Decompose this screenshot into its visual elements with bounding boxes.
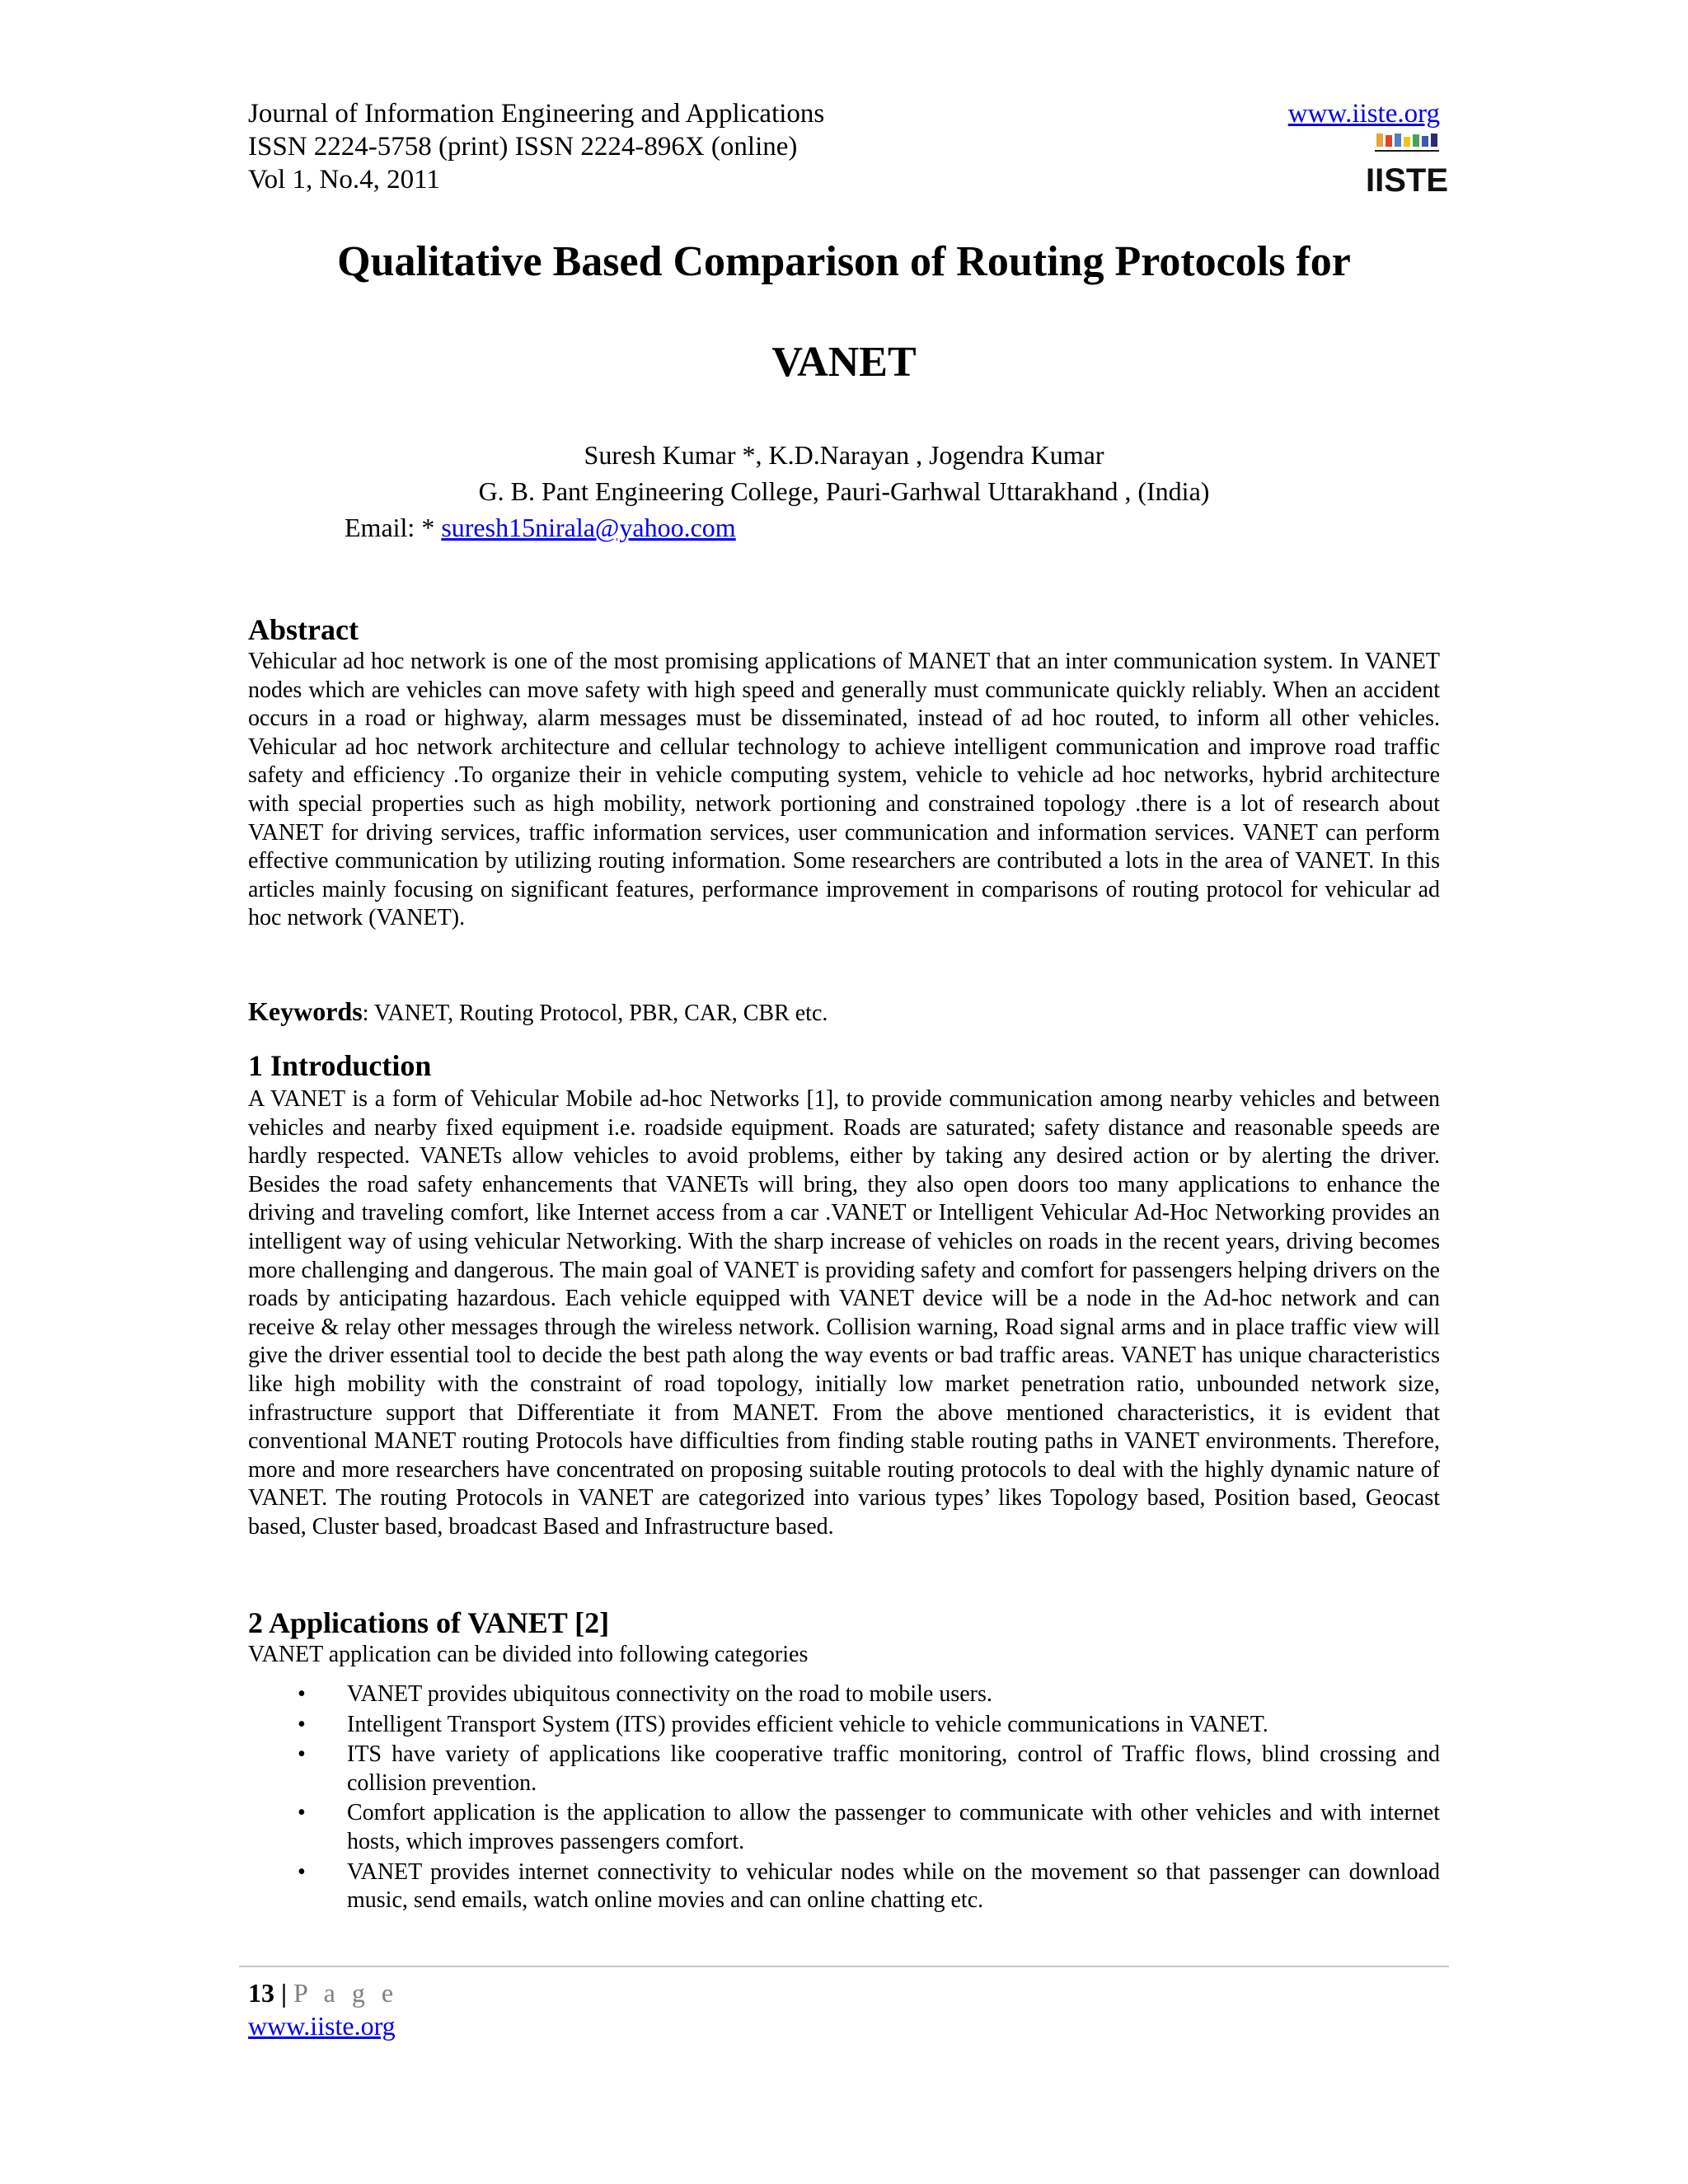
page-separator: |	[274, 1978, 294, 2008]
affiliation: G. B. Pant Engineering College, Pauri-Garhwal Uttarakhand , (India)	[478, 476, 1210, 506]
email-link[interactable]: suresh15nirala@yahoo.com	[441, 513, 736, 542]
logo-lettering: IISTE	[1365, 162, 1449, 199]
journal-name: Journal of Information Engineering and Applications	[248, 99, 825, 129]
journal-header	[248, 97, 1072, 196]
header-website-link[interactable]: www.iiste.org	[1287, 99, 1440, 129]
page-label: P a g e	[293, 1978, 399, 2008]
journal-issn: ISSN 2224-5758 (print) ISSN 2224-896X (online)	[248, 132, 798, 162]
list-item: • VANET provides internet connectivity to vehicular nodes while on the movement so that passenger can download music, send emails, watch online movies and can online chatting etc.	[298, 1858, 1440, 1914]
journal-volume: Vol 1, No.4, 2011	[248, 165, 440, 194]
introduction-text: A VANET is a form of Vehicular Mobile ad-hoc Networks [1], to provide communication among nearby vehicles and between vehicles and nearby fixed equipment i.e. roadside equipment. Roads are saturated; safety distance and reasonable speeds are hardly respected. VANETs allow vehicles to avoid problems, either by taking any desired action or by alerting the driver. Besides the road safety enhancements that VANETs will bring, they also open doors too many applications to enhance the driving and traveling comfort, like Internet access from a car .VANET or Intelligent Vehicular Ad-Hoc Networking provides an intelligent way of using vehicular Networking. With the sharp increase of vehicles on roads in the recent years, driving becomes more challenging and dangerous. The main goal of VANET is providing safety and comfort for passengers helping drivers on the roads by anticipating hazardous. Each vehicle equipped with VANET device will be a node in the Ad-hoc network and can receive & relay other messages through the wireless network. Collision warning, Road signal arms and in place traffic view will give the driver essential tool to decide the best path along the way events or bad traffic areas. VANET has unique characteristics like high mobility with the constraint of road topology, initially low market penetration ratio, unbounded network size, infrastructure support that Differentiate it from MANET. From the above mentioned characteristics, it is evident that conventional MANET routing Protocols have difficulties from finding stable routing paths in VANET environments. Therefore, more and more researchers have concentrated on proposing suitable routing protocols to deal with the highly dynamic nature of VANET. The routing Protocols in VANET are categorized into various types’ likes Topology based, Position based, Geocast based, Cluster based, broadcast Based and Infrastructure based.	[248, 1086, 1440, 1540]
paper-title-line-1: Qualitative Based Comparison of Routing Protocols for	[337, 238, 1351, 285]
applications-heading: 2 Applications of VANET [2]	[248, 1606, 610, 1639]
bullet-icon: •	[298, 1711, 306, 1737]
abstract-text: Vehicular ad hoc network is one of the most promising applications of MANET that an inter communication system. In VANET nodes which are vehicles can move safety with high speed and generally must communicate quickly reliably. When an accident occurs in a road or highway, alarm messages must be disseminated, instead of ad hoc routed, to inform all other vehicles. Vehicular ad hoc network architecture and cellular technology to achieve intelligent communication and improve road traffic safety and efficiency .To organize their in vehicle computing system, vehicle to vehicle ad hoc networks, hybrid architecture with special properties such as high mobility, network portioning and constrained topology .there is a lot of research about VANET for driving services, traffic information services, user communication and information services. VANET can perform effective communication by utilizing routing information. Some researchers are contributed a lots in the area of VANET. In this articles mainly focusing on significant features, performance improvement in comparisons of routing protocol for vehicular ad hoc network (VANET).	[248, 649, 1440, 931]
bullet-icon: •	[298, 1681, 306, 1707]
keywords-text: : VANET, Routing Protocol, PBR, CAR, CBR etc.	[362, 1001, 828, 1026]
page-footer	[248, 1976, 398, 2042]
list-item: • ITS have variety of applications like cooperative traffic monitoring, control of Traffic flows, blind crossing and collision prevention.	[298, 1741, 1440, 1796]
applications-intro: VANET application can be divided into following categories	[248, 1642, 809, 1667]
abstract-heading: Abstract	[248, 613, 359, 646]
bullet-icon: •	[298, 1741, 306, 1768]
page-number: 13	[248, 1978, 274, 2008]
footer-divider	[239, 1966, 1449, 1967]
email-line	[345, 509, 736, 546]
keywords-line	[248, 996, 828, 1029]
bullet-icon: •	[298, 1800, 306, 1826]
list-item: • Comfort application is the application to allow the passenger to communicate with other vehicles and with internet hosts, which improves passengers comfort.	[298, 1800, 1440, 1854]
introduction-heading: 1 Introduction	[248, 1049, 432, 1082]
footer-website-link[interactable]: www.iiste.org	[248, 2011, 396, 2041]
page-number-line	[248, 1976, 398, 2009]
bullet-icon: •	[298, 1858, 306, 1885]
applications-list	[248, 1680, 1440, 1917]
paper-title-line-2: VANET	[771, 339, 917, 386]
iiste-logo	[1365, 132, 1449, 199]
email-label: Email: *	[345, 513, 442, 542]
list-item: • VANET provides ubiquitous connectivity on the road to mobile users.	[248, 1680, 1440, 1709]
keywords-label: Keywords	[248, 996, 363, 1026]
list-item: • Intelligent Transport System (ITS) provides efficient vehicle to vehicle communications in VANET.	[248, 1711, 1440, 1740]
author-list: Suresh Kumar *, K.D.Narayan , Jogendra Kumar	[584, 440, 1104, 470]
